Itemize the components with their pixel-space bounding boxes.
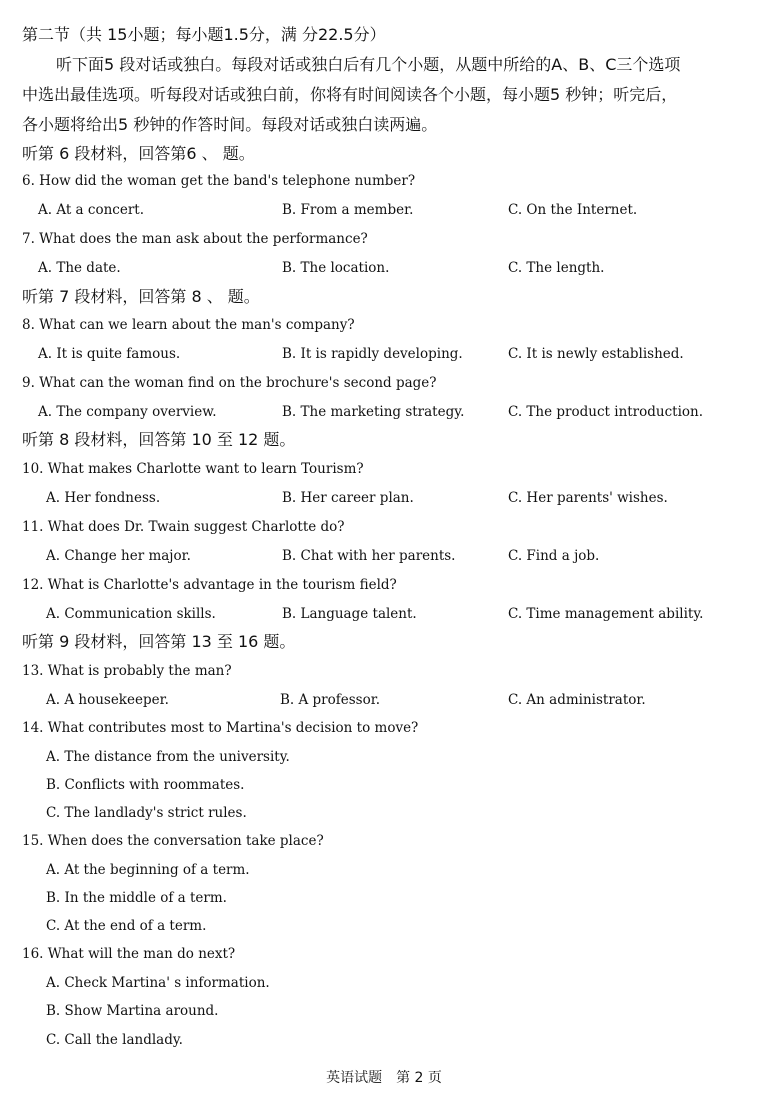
question-9: 9. What can the woman find on the brochure's second page? bbox=[22, 375, 437, 391]
option-c: C. Time management ability. bbox=[508, 606, 704, 622]
question-10: 10. What makes Charlotte want to learn Tourism? bbox=[22, 461, 364, 477]
instructions-line-3: 各小题将给出5 秒钟的作答时间。每段对话或独白读两遍。 bbox=[22, 115, 438, 134]
question-13: 13. What is probably the man? bbox=[22, 663, 232, 679]
option-a: A. The distance from the university. bbox=[46, 749, 290, 765]
option-b: B. The location. bbox=[282, 260, 390, 276]
option-b: B. Show Martina around. bbox=[46, 1003, 219, 1019]
option-a: A. Her fondness. bbox=[46, 490, 161, 506]
question-12: 12. What is Charlotte's advantage in the tourism field? bbox=[22, 577, 397, 593]
option-c: C. An administrator. bbox=[508, 692, 646, 708]
group-heading: 听第 8 段材料，回答第 10 至 12 题。 bbox=[22, 430, 296, 449]
page-footer: 英语试题 第 2 页 bbox=[326, 1070, 442, 1086]
option-c: C. The length. bbox=[508, 260, 605, 276]
option-a: A. Check Martina' s information. bbox=[46, 975, 270, 991]
option-c: C. The landlady's strict rules. bbox=[46, 805, 247, 821]
group-heading: 听第 7 段材料，回答第 8 、 题。 bbox=[22, 287, 260, 306]
question-14: 14. What contributes most to Martina's decision to move? bbox=[22, 720, 419, 736]
option-a: A. At the beginning of a term. bbox=[46, 862, 250, 878]
option-a: A. A housekeeper. bbox=[46, 692, 169, 708]
option-c: C. Her parents' wishes. bbox=[508, 490, 668, 506]
option-b: B. Chat with her parents. bbox=[282, 548, 456, 564]
option-b: B. From a member. bbox=[282, 202, 414, 218]
option-c: C. On the Internet. bbox=[508, 202, 638, 218]
option-c: C. The product introduction. bbox=[508, 404, 704, 420]
group-heading: 听第 9 段材料，回答第 13 至 16 题。 bbox=[22, 632, 296, 651]
question-16: 16. What will the man do next? bbox=[22, 946, 236, 962]
question-6: 6. How did the woman get the band's telephone number? bbox=[22, 173, 416, 189]
instructions-line-1: 听下面5 段对话或独白。每段对话或独白后有几个小题，从题中所给的A、B、C三个选项 bbox=[56, 55, 681, 74]
option-b: B. Language talent. bbox=[282, 606, 417, 622]
option-b: B. In the middle of a term. bbox=[46, 890, 227, 906]
question-15: 15. When does the conversation take place? bbox=[22, 833, 324, 849]
option-c: C. At the end of a term. bbox=[46, 918, 207, 934]
option-b: B. Her career plan. bbox=[282, 490, 414, 506]
option-a: A. The company overview. bbox=[38, 404, 217, 420]
option-a: A. Communication skills. bbox=[46, 606, 216, 622]
option-c: C. Find a job. bbox=[508, 548, 600, 564]
option-b: B. Conflicts with roommates. bbox=[46, 777, 245, 793]
group-heading: 听第 6 段材料，回答第6 、 题。 bbox=[22, 144, 255, 163]
instructions-line-2: 中选出最佳选项。听每段对话或独白前，你将有时间阅读各个小题，每小题5 秒钟；听完后， bbox=[22, 85, 678, 104]
option-a: A. At a concert. bbox=[38, 202, 145, 218]
option-a: A. The date. bbox=[38, 260, 121, 276]
section-title: 第二节（共 15小题；每小题1.5分，满 分22.5分） bbox=[22, 25, 386, 44]
option-c: C. It is newly established. bbox=[508, 346, 684, 362]
option-a: A. It is quite famous. bbox=[38, 346, 181, 362]
question-11: 11. What does Dr. Twain suggest Charlotte do? bbox=[22, 519, 345, 535]
option-b: B. The marketing strategy. bbox=[282, 404, 465, 420]
question-8: 8. What can we learn about the man's company? bbox=[22, 317, 355, 333]
option-b: B. A professor. bbox=[280, 692, 380, 708]
option-a: A. Change her major. bbox=[46, 548, 191, 564]
option-b: B. It is rapidly developing. bbox=[282, 346, 463, 362]
option-c: C. Call the landlady. bbox=[46, 1032, 183, 1048]
question-7: 7. What does the man ask about the performance? bbox=[22, 231, 368, 247]
